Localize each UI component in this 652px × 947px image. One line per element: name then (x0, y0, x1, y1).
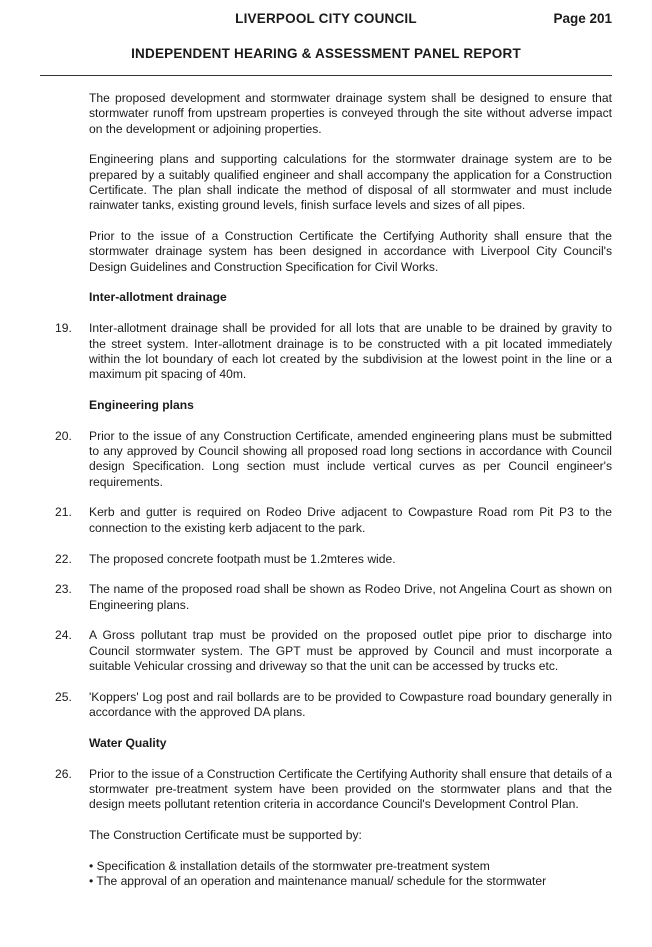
section-heading: Engineering plans (89, 397, 194, 412)
condition-text: Prior to the issue of any Construction Certificate, amended engineering plans must be submitted to any approved by Council showing all proposed road long sections in accordance with Council design Specification. Long section must include vertical curves as per Council engineer's requirements. (89, 428, 612, 489)
condition-text: Inter-allotment drainage shall be provided for all lots that are unable to be drained by gravity to the street system. Inter-allotment drainage is to be constructed with a pit located immediately within the lot boundary of each lot created by the subdivision at the lowest point in the line or a maximum pit spacing of 40m. (89, 321, 612, 382)
condition-item (55, 321, 612, 382)
condition-item (55, 428, 612, 490)
condition-number: 23. (55, 582, 72, 597)
header-divider (40, 75, 612, 76)
condition-number: 25. (55, 689, 72, 704)
paragraph: The Construction Certificate must be supported by: (89, 828, 362, 843)
condition-number: 21. (55, 505, 72, 520)
condition-item (55, 766, 612, 813)
condition-number: 20. (55, 428, 72, 443)
report-title: INDEPENDENT HEARING & ASSESSMENT PANEL REPORT (131, 46, 521, 61)
condition-number: 22. (55, 551, 72, 566)
bullet-item: • The approval of an operation and maintenance manual/ schedule for the stormwater (89, 874, 547, 889)
condition-text: The name of the proposed road shall be shown as Rodeo Drive, not Angelina Court as shown on Engineering plans. (89, 582, 612, 612)
bullet-list (89, 859, 612, 890)
condition-number: 24. (55, 628, 72, 643)
condition-number: 19. (55, 321, 72, 336)
paragraph: The proposed development and stormwater drainage system shall be designed to ensure that stormwater runoff from upstream properties is conveyed through the site without adverse impact on the development or adjoining properties. (89, 91, 612, 136)
bullet-item: • Specification & installation details of the stormwater pre-treatment system (89, 858, 490, 873)
council-name: LIVERPOOL CITY COUNCIL (235, 11, 417, 26)
condition-text: The proposed concrete footpath must be 1.2mteres wide. (89, 551, 396, 566)
section-heading: Inter-allotment drainage (89, 290, 227, 305)
condition-item (55, 689, 612, 721)
paragraph: Engineering plans and supporting calculations for the stormwater drainage system are to be prepared by a suitably qualified engineer and shall accompany the application for a Construction Certificate. The plan shall indicate the method of disposal of all stormwater and must include rainwater tanks, existing ground levels, finish surface levels and sizes of all pipes. (89, 152, 612, 213)
condition-number: 26. (55, 766, 72, 781)
paragraph: Prior to the issue of a Construction Certificate the Certifying Authority shall ensure that the stormwater drainage system has been designed in accordance with Liverpool City Council's Design Guidelines and Construction Specification for Civil Works. (89, 229, 612, 274)
condition-text: 'Koppers' Log post and rail bollards are to be provided to Cowpasture road boundary generally in accordance with the approved DA plans. (89, 689, 612, 720)
condition-item (55, 505, 612, 536)
condition-text: Prior to the issue of a Construction Certificate the Certifying Authority shall ensure that details of a stormwater pre-treatment system have been provided on the stormwater plans and that the design meets pollutant retention criteria in accordance Council's Development Control Plan. (89, 766, 612, 812)
condition-text: Kerb and gutter is required on Rodeo Drive adjacent to Cowpasture Road rom Pit P3 to the connection to the existing kerb adjacent to the park. (89, 505, 612, 535)
condition-text: A Gross pollutant trap must be provided on the proposed outlet pipe prior to discharge into Council stormwater system. The GPT must be approved by Council and must incorporate a suitable Vehicular crossing and driveway so that the unit can be accessed by trucks etc. (89, 628, 612, 674)
condition-item (55, 628, 612, 674)
page-number: Page 201 (553, 11, 612, 26)
condition-item (55, 582, 612, 613)
condition-item (55, 551, 612, 567)
document-body (0, 91, 652, 889)
section-heading: Water Quality (89, 735, 167, 750)
